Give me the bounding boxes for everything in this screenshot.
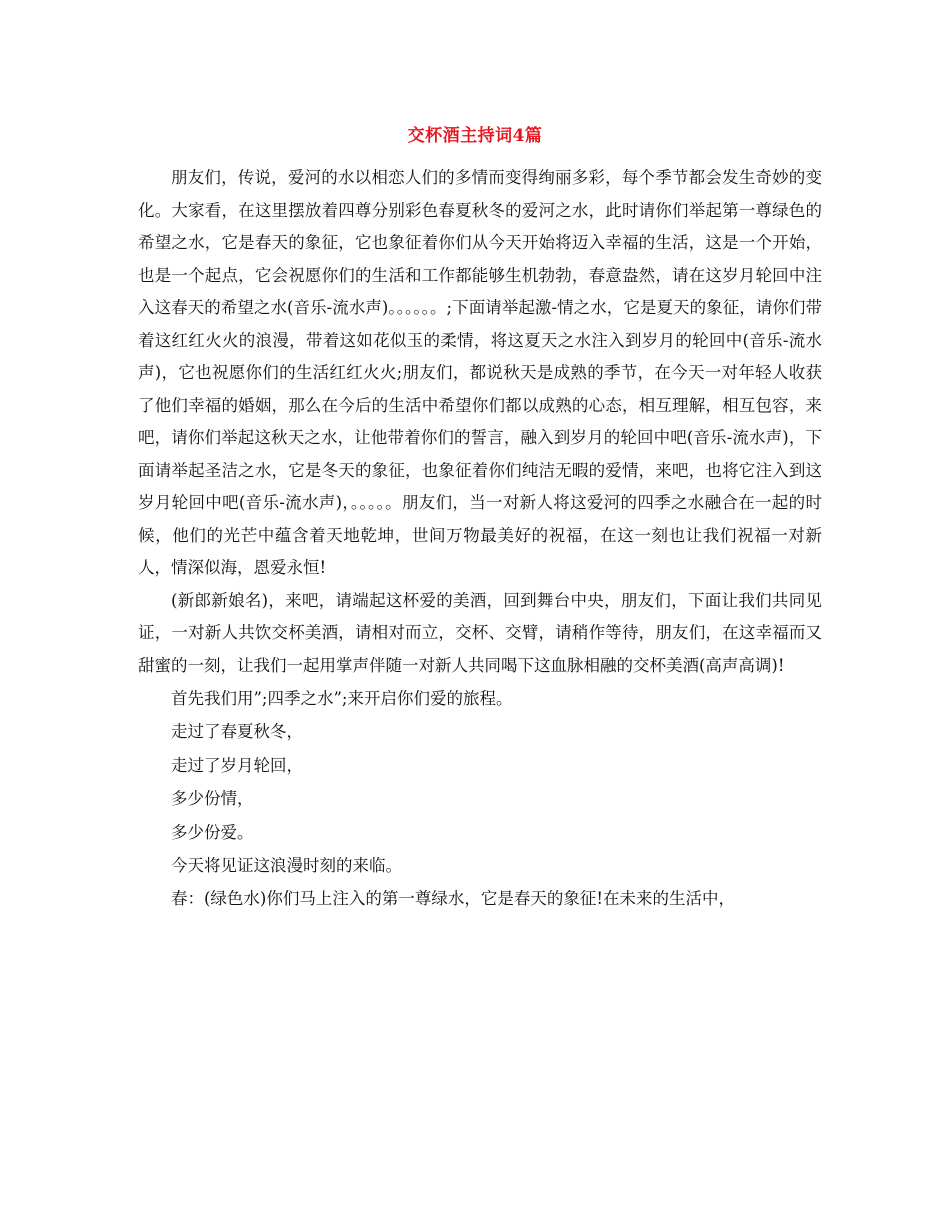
paragraph-toast: (新郎新娘名)，来吧，请端起这杯爱的美酒，回到舞台中央，朋友们，下面让我们共同见证，一对新人共饮交杯美酒，请相对而立，交杯、交臂，请稍作等待，朋友们，在这幸福而又甜蜜的一刻，让我们一起用掌声伴随一对新人共同喝下这血脉相融的交杯美酒(高声高调)! <box>138 590 822 675</box>
paragraph-opening: 首先我们用”;四季之水”;来开启你们爱的旅程。 <box>171 689 513 708</box>
document-body <box>138 162 822 916</box>
paragraph-spring: 春：(绿色水)你们马上注入的第一尊绿水，它是春天的象征!在未来的生活中， <box>171 889 736 909</box>
verse-line: 多少份情， <box>171 789 254 809</box>
paragraph-four-seasons: 朋友们，传说，爱河的水以相恋人们的多情而变得绚丽多彩，每个季节都会发生奇妙的变化。大家看，在这里摆放着四尊分别彩色春夏秋冬的爱河之水，此时请你们举起第一尊绿色的希望之水，它是春天的象征，它也象征着你们从今天开始将迈入幸福的生活，这是一个开始，也是一个起点，它会祝愿你们的生活和工作都能够生机勃勃，春意盎然，请在这岁月轮回中注入这春天的希望之水(音乐-流水声)。。。。。。;下面请举起激-情之水，它是夏天的象征，请你们带着这红红火火的浪漫，带着这如花似玉的柔情，将这夏天之水注入到岁月的轮回中(音乐-流水声)，它也祝愿你们的生活红红火火;朋友们，都说秋天是成熟的季节，在今天一对年轻人收获了他们幸福的婚姻，那么在今后的生活中希望你们都以成熟的心态，相互理解，相互包容，来吧，请你们举起这秋天之水，让他带着你们的誓言，融入到岁月的轮回中吧(音乐-流水声)，下面请举起圣洁之水，它是冬天的象征，也象征着你们纯洁无暇的爱情，来吧，也将它注入到这岁月轮回中吧(音乐-流水声)，。。。。。朋友们，当一对新人将这爱河的四季之水融合在一起的时候，他们的光芒中蕴含着天地乾坤，世间万物最美好的祝福，在这一刻也让我们祝福一对新人，情深似海，恩爱永恒! <box>138 168 822 577</box>
verse-line: 多少份爱。 <box>171 822 254 842</box>
verse-line: 今天将见证这浪漫时刻的来临。 <box>171 856 402 876</box>
verse-line: 走过了岁月轮回， <box>171 755 303 775</box>
document-title: 交杯酒主持词4篇 <box>407 126 543 146</box>
verse-line: 走过了春夏秋冬， <box>171 722 303 742</box>
